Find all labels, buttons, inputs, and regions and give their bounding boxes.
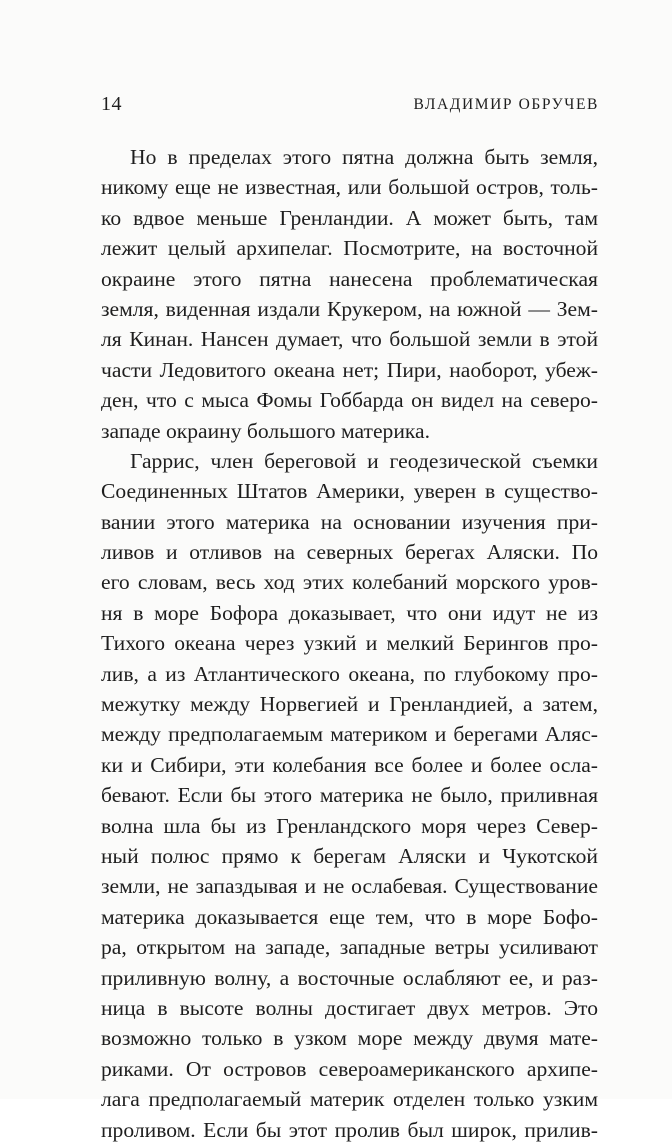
text-block — [101, 142, 598, 1145]
text-line: Соединенных Штатов Америки, уверен в существо- — [101, 479, 598, 504]
text-line: Гаррис, член береговой и геодезической съемки — [130, 448, 598, 473]
text-line: риками. От островов североамериканского архипе- — [101, 1056, 598, 1081]
text-line: лежит целый архипелаг. Посмотрите, на восточной — [101, 236, 598, 261]
text-line: проливом. Если бы этот пролив был широк, прилив- — [101, 1117, 598, 1142]
text-line: вании этого материка на основании изучения при- — [101, 509, 598, 534]
text-line: бевают. Если бы этого материка не было, приливная — [101, 783, 598, 808]
text-line: Но в пределах этого пятна должна быть земля, — [130, 145, 598, 169]
text-line: приливную волну, а восточные ослабляют ее, и раз- — [101, 965, 598, 990]
text-line: между предполагаемым материком и берегами Аляс- — [101, 722, 598, 747]
text-line: межутку между Норвегией и Гренландией, а затем, — [101, 692, 598, 717]
page-number: 14 — [101, 93, 122, 115]
text-line: части Ледовитого океана нет; Пири, наоборот, убеж- — [101, 357, 598, 382]
text-line: ница в высоте волны достигает двух метров. Это — [101, 995, 598, 1020]
text-line: ра, открытом на западе, западные ветры усиливают — [101, 935, 598, 960]
text-line: западе окраину большого материка. — [101, 418, 431, 443]
text-line: ден, что с мыса Фомы Гоббарда он видел на северо- — [101, 388, 598, 413]
text-line: лив, а из Атлантического океана, по глубокому про- — [101, 661, 598, 686]
text-line: ля Кинан. Нансен думает, что большой земли в этой — [101, 327, 598, 352]
text-line: окраине этого пятна нанесена проблематическая — [101, 266, 598, 291]
text-line: ливов и отливов на северных берегах Аляски. По — [101, 540, 598, 565]
text-line: возможно только в узком море между двумя мате- — [101, 1026, 598, 1051]
text-line: волна шла бы из Гренландского моря через Север- — [101, 813, 598, 838]
text-line: ко вдвое меньше Гренландии. А может быть, там — [101, 205, 598, 230]
text-line: материка доказывается еще тем, что в море Бофо- — [101, 904, 598, 929]
text-line: ня в море Бофора доказывает, что они идут не из — [101, 600, 598, 625]
text-line: земли, не запаздывая и не ослабевая. Существование — [101, 874, 598, 899]
text-line: ки и Сибири, эти колебания все более и более осла- — [101, 752, 598, 777]
text-line: никому еще не известная, или большой остров, толь- — [101, 175, 598, 200]
text-line: лага предполагаемый материк отделен только узким — [101, 1087, 598, 1112]
running-head-author: ВЛАДИМИР ОБРУЧЕВ — [413, 96, 599, 113]
text-line: Тихого океана через узкий и мелкий Берингов про- — [101, 631, 598, 656]
paragraph — [101, 142, 598, 446]
text-line: его словам, весь ход этих колебаний морского уров- — [101, 570, 598, 595]
paragraph — [101, 446, 598, 1145]
text-line: земля, виденная издали Крукером, на южной — Зем- — [101, 296, 598, 321]
text-line: ный полюс прямо к берегам Аляски и Чукотской — [101, 843, 598, 868]
